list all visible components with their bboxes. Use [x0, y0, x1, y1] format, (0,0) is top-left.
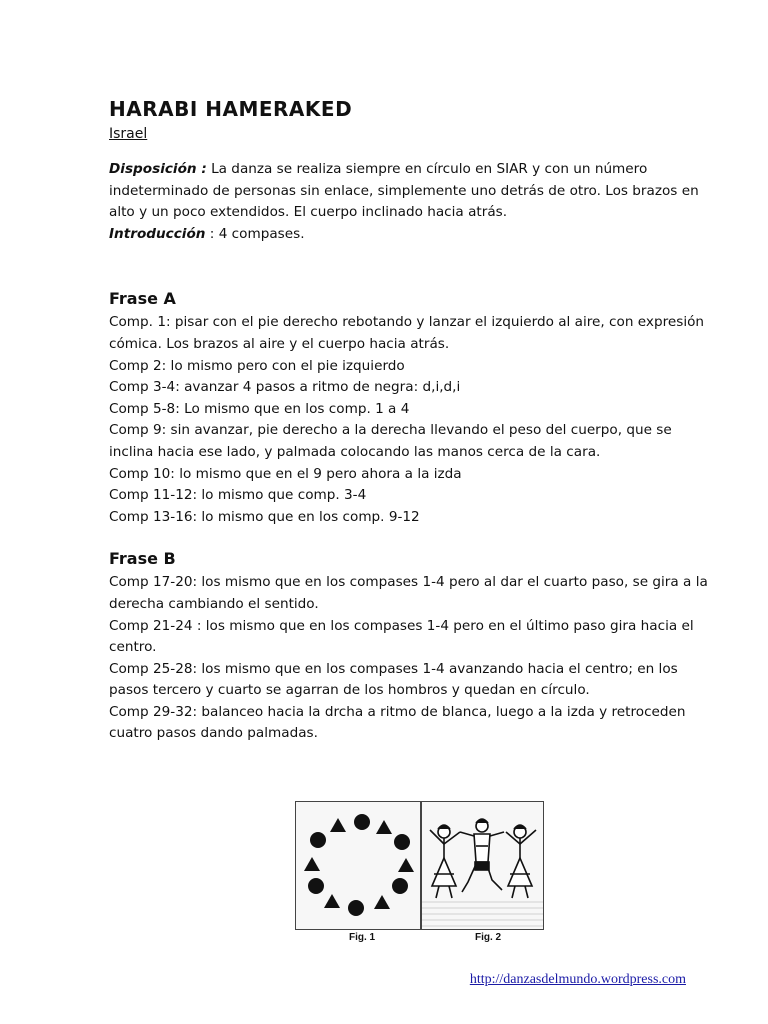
circle-formation-diagram [296, 802, 420, 929]
step-line: Comp. 1: pisar con el pie derecho rebotando y lanzar el izquierdo al aire, con expresión cómica. Los brazos al aire y el cuerpo hacia atrás. [109, 314, 705, 352]
frase-a-section [109, 288, 709, 528]
country-label: Israel [109, 126, 148, 142]
frase-b-steps [109, 572, 709, 745]
dancer-figure-center [460, 819, 504, 892]
introduction-label: Introducción [109, 225, 206, 242]
dancer-triangle-marker [324, 894, 340, 908]
disposition-section [109, 159, 709, 245]
disposition-paragraph [109, 159, 709, 224]
dancer-triangle-marker [376, 820, 392, 834]
dancer-circle-marker [348, 900, 364, 916]
step-line: Comp 11-12: lo mismo que comp. 3-4 [109, 487, 367, 504]
step-line: Comp 10: lo mismo que en el 9 pero ahora a la izda [109, 465, 462, 482]
document-body [109, 96, 709, 745]
step-line: Comp 21-24 : los mismo que en los compases 1-4 pero en el último paso gira hacia el centro. [109, 617, 694, 656]
dancer-figure-left [430, 825, 460, 898]
step-line: Comp 29-32: balanceo hacia la drcha a ritmo de blanca, luego a la izda y retroceden cuatro pasos dando palmadas. [109, 703, 686, 742]
step-line: Comp 2: lo mismo pero con el pie izquierdo [109, 357, 405, 374]
step-line: Comp 17-20: los mismo que en los compases 1-4 pero al dar el cuarto paso, se gira a la derecha cambiando el sentido. [109, 574, 708, 612]
dancer-triangle-marker [374, 895, 390, 909]
frase-b-section [109, 548, 709, 745]
dance-title: HARABI HAMERAKED [109, 97, 353, 121]
step-line: Comp 25-28: los mismo que en los compases 1-4 avanzando hacia el centro; en los pasos tercero y cuarto se agarran de los hombros y quedan en círculo. [109, 660, 678, 699]
step-line: Comp 5-8: Lo mismo que en los comp. 1 a 4 [109, 400, 410, 417]
step-line: Comp 13-16: lo mismo que en los comp. 9-12 [109, 508, 420, 525]
dancer-circle-marker [310, 832, 326, 848]
disposition-label: Disposición : [109, 161, 207, 177]
figure-2-caption: Fig. 2 [475, 932, 502, 943]
dancers-illustration [422, 802, 543, 929]
figure-1-caption: Fig. 1 [349, 932, 376, 943]
dance-figures [295, 801, 545, 946]
dancers-illustration-figure [421, 801, 544, 930]
source-link[interactable]: http://danzasdelmundo.wordpress.com [469, 972, 686, 987]
introduction-paragraph [109, 224, 709, 246]
step-line: Comp 9: sin avanzar, pie derecho a la derecha llevando el peso del cuerpo, que se inclina hacia ese lado, y palmada colocando las manos cerca de la cara. [109, 422, 672, 460]
dancer-triangle-marker [330, 818, 346, 832]
frase-b-heading: Frase B [109, 549, 176, 569]
dancer-circle-marker [354, 814, 370, 830]
frase-a-steps [109, 312, 709, 528]
introduction-text: : 4 compases. [205, 225, 305, 242]
frase-a-heading: Frase A [109, 289, 176, 309]
dancer-circle-marker [394, 834, 410, 850]
dancer-triangle-marker [304, 857, 320, 871]
dancer-figure-right [506, 825, 536, 898]
circle-formation-figure [295, 801, 421, 930]
dancer-circle-marker [308, 878, 324, 894]
disposition-text: La danza se realiza siempre en círculo en SIAR y con un número indeterminado de personas sin enlace, simplemente uno detrás de otro. Los brazos en alto y un poco extendidos. El cuerpo inclinado hacia atrás. [109, 161, 699, 221]
dancer-triangle-marker [398, 858, 414, 872]
dancer-circle-marker [392, 878, 408, 894]
step-line: Comp 3-4: avanzar 4 pasos a ritmo de negra: d,i,d,i [109, 379, 461, 396]
